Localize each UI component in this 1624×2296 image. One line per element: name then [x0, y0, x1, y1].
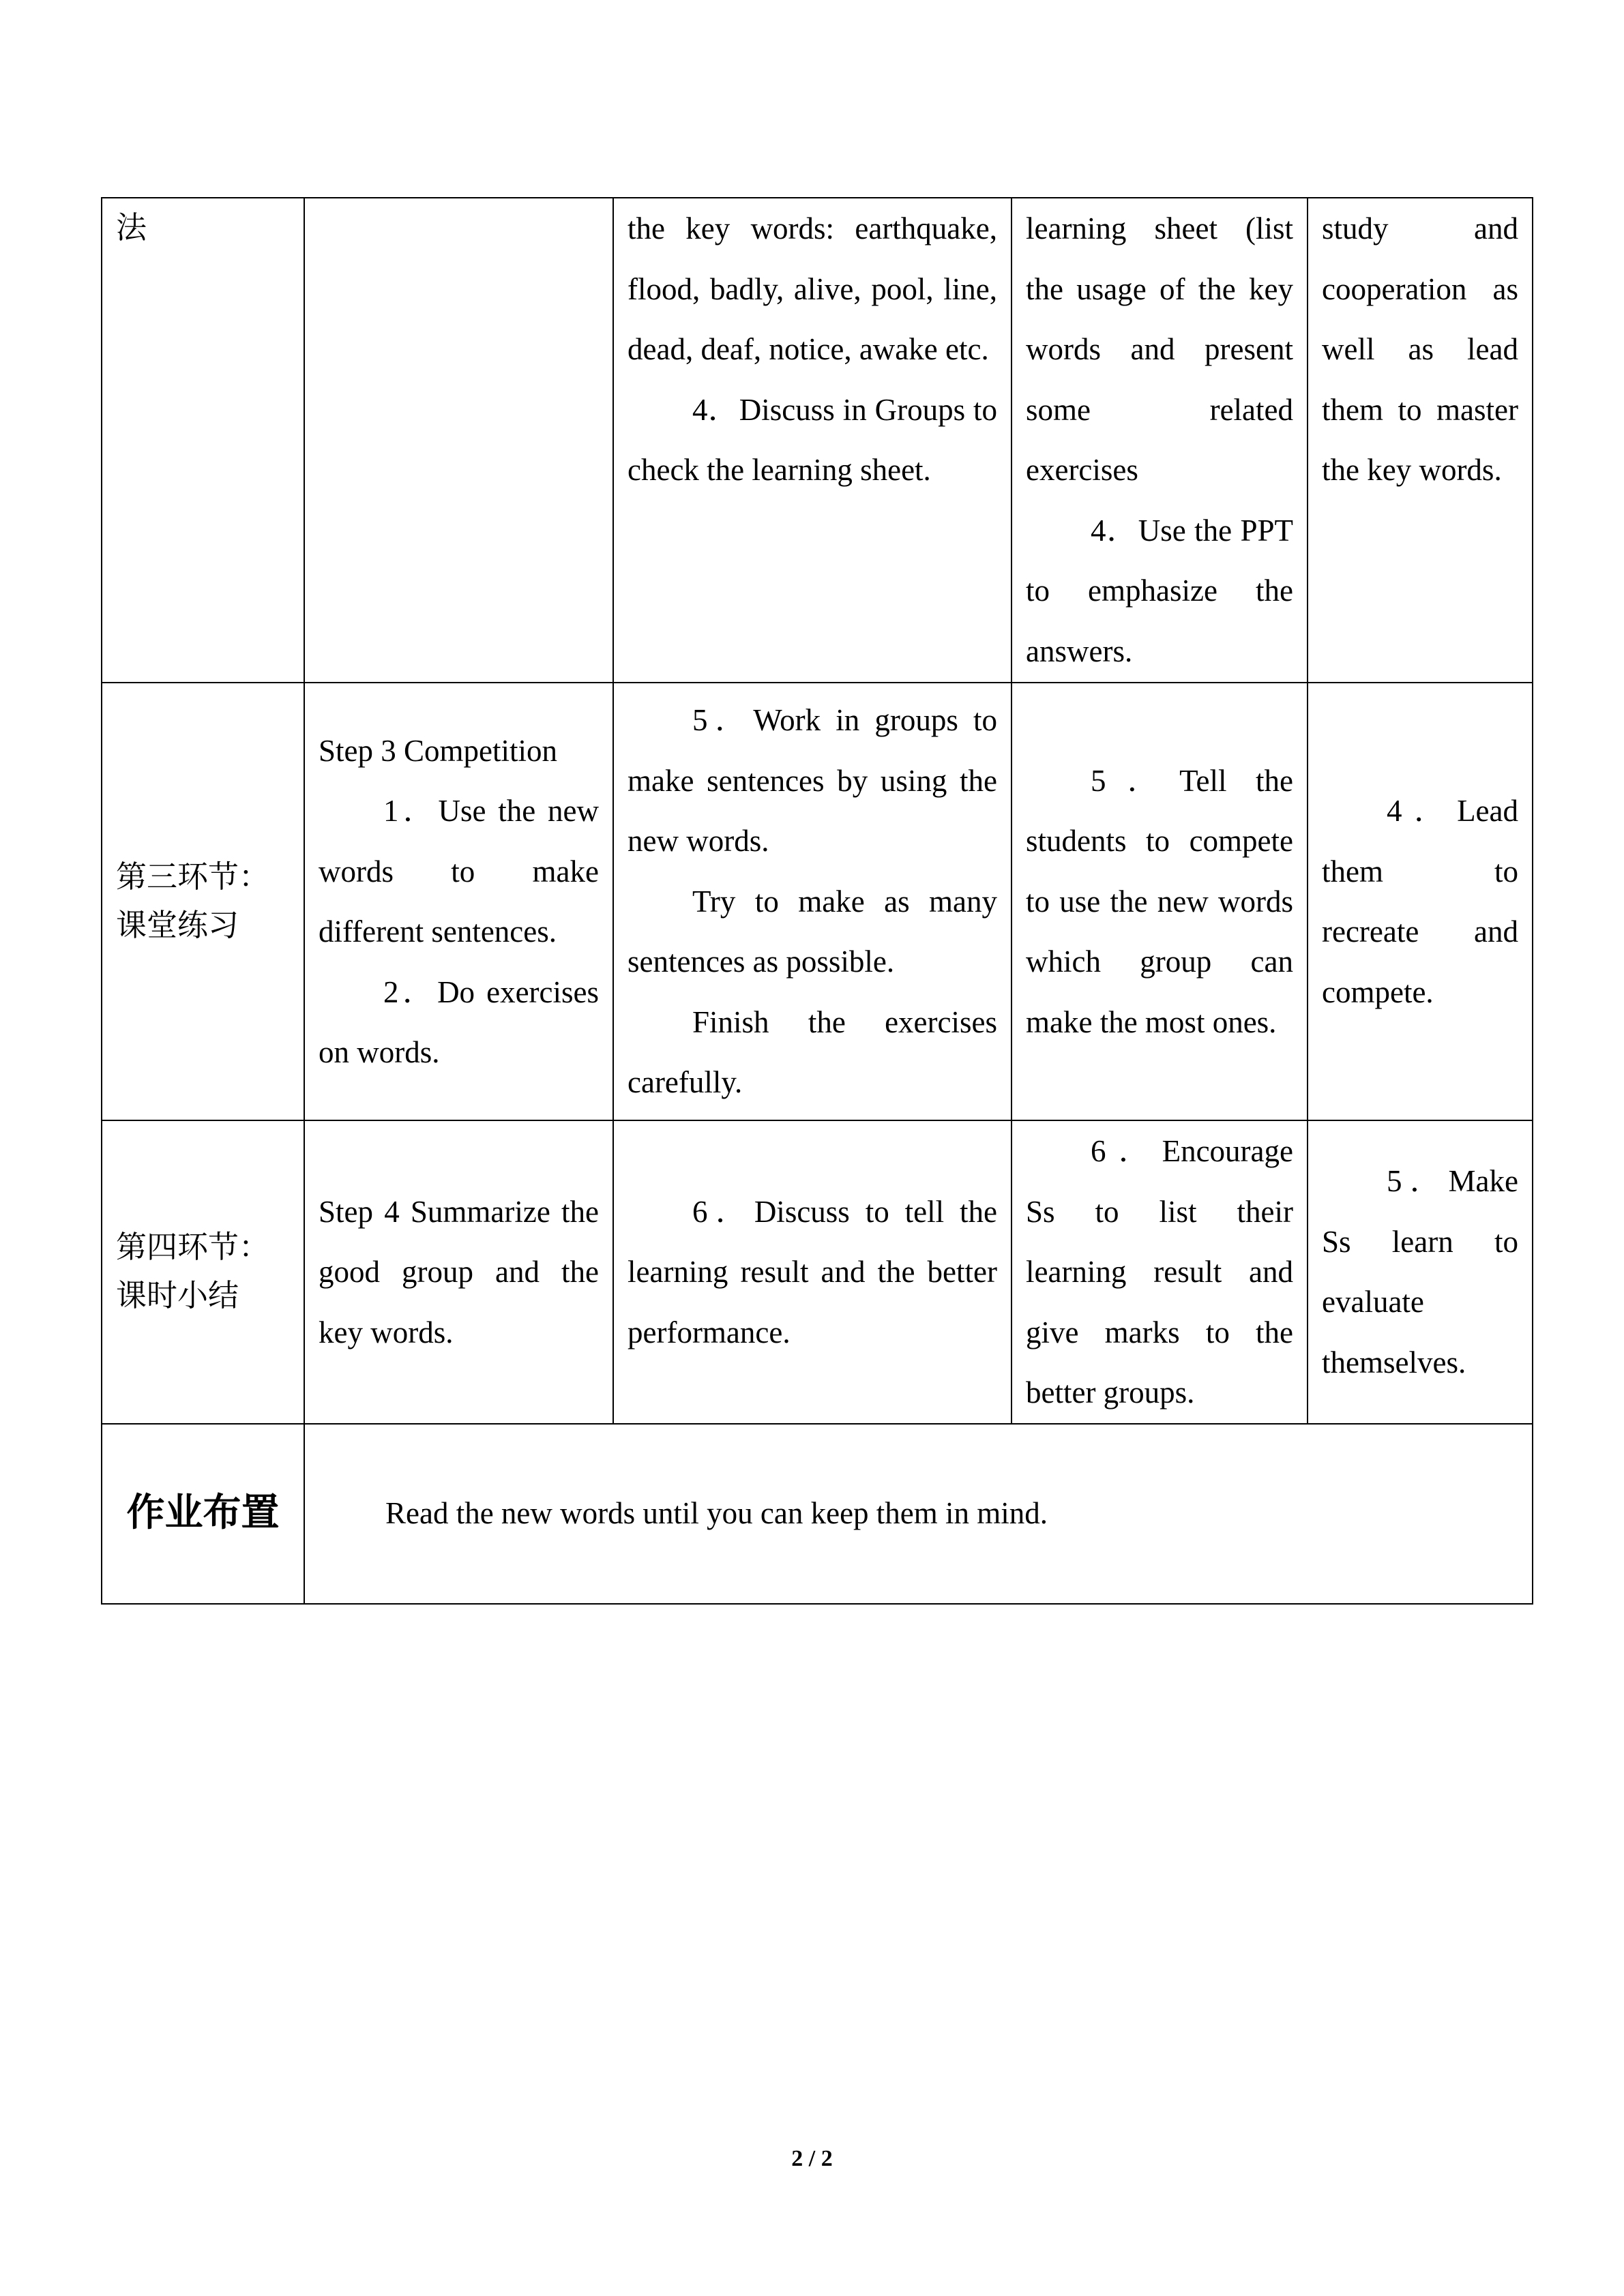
student-activity-text: Try to make as many sentences as possible. [628, 884, 997, 979]
teacher-activity-cell [1012, 1120, 1308, 1424]
step-cell [304, 198, 613, 683]
purpose-cell [1308, 683, 1533, 1120]
step-text: 2．Do exercises on words. [319, 974, 599, 1069]
teacher-activity-text: 5．Tell the students to compete to use the new words which group can make the most ones. [1026, 763, 1293, 1039]
step-cell [304, 1120, 613, 1424]
purpose-text: 5．Make Ss learn to evaluate themselves. [1322, 1164, 1518, 1380]
student-activity-text: the key words: earthquake, flood, badly, alive, pool, line, dead, deaf, notice, awake etc. [628, 211, 997, 366]
student-activity-text: Finish the exercises carefully. [628, 1004, 997, 1100]
stage-label: 法 [116, 211, 147, 245]
purpose-cell [1308, 198, 1533, 683]
teacher-activity-cell [1012, 683, 1308, 1120]
stage-label: 第三环节： [116, 860, 270, 894]
homework-label-cell [102, 1424, 304, 1604]
purpose-text: 4．Lead them to recreate and compete. [1322, 794, 1518, 1009]
step-cell [304, 683, 613, 1120]
homework-text: Read the new words until you can keep them in mind. [385, 1496, 1048, 1531]
student-activity-text: 4．Discuss in Groups to check the learning sheet. [628, 392, 997, 487]
step-text: 1．Use the new words to make different sentences. [319, 794, 599, 949]
student-activity-cell [613, 683, 1012, 1120]
step-text: Step 4 Summarize the good group and the key words. [319, 1194, 599, 1350]
table-row [102, 683, 1533, 1120]
teacher-activity-text: 4．Use the PPT to emphasize the answers. [1026, 513, 1293, 668]
teacher-activity-text: learning sheet (list the usage of the key words and present some related exercises [1026, 211, 1293, 487]
lesson-plan-table [101, 197, 1533, 1605]
stage-cell [102, 1120, 304, 1424]
step-text: Step 3 Competition [319, 733, 558, 768]
student-activity-text: 6．Discuss to tell the learning result and the better performance. [628, 1194, 997, 1350]
homework-text-cell [304, 1424, 1533, 1604]
stage-cell [102, 683, 304, 1120]
purpose-cell [1308, 1120, 1533, 1424]
table-row [102, 1424, 1533, 1604]
stage-label: 第四环节： [116, 1230, 270, 1265]
purpose-text: study and cooperation as well as lead them to master the key words. [1322, 211, 1518, 487]
table-row [102, 198, 1533, 683]
stage-label: 课时小结 [116, 1279, 239, 1313]
page-indicator: 2 / 2 [791, 2146, 833, 2171]
stage-cell [102, 198, 304, 683]
table-row [102, 1120, 1533, 1424]
teacher-activity-cell [1012, 198, 1308, 683]
student-activity-cell [613, 1120, 1012, 1424]
teacher-activity-text: 6．Encourage Ss to list their learning result and give marks to the better groups. [1026, 1134, 1293, 1410]
student-activity-cell [613, 198, 1012, 683]
homework-label: 作业布置 [126, 1492, 280, 1535]
student-activity-text: 5．Work in groups to make sentences by using the new words. [628, 703, 997, 859]
stage-label: 课堂练习 [116, 908, 239, 942]
